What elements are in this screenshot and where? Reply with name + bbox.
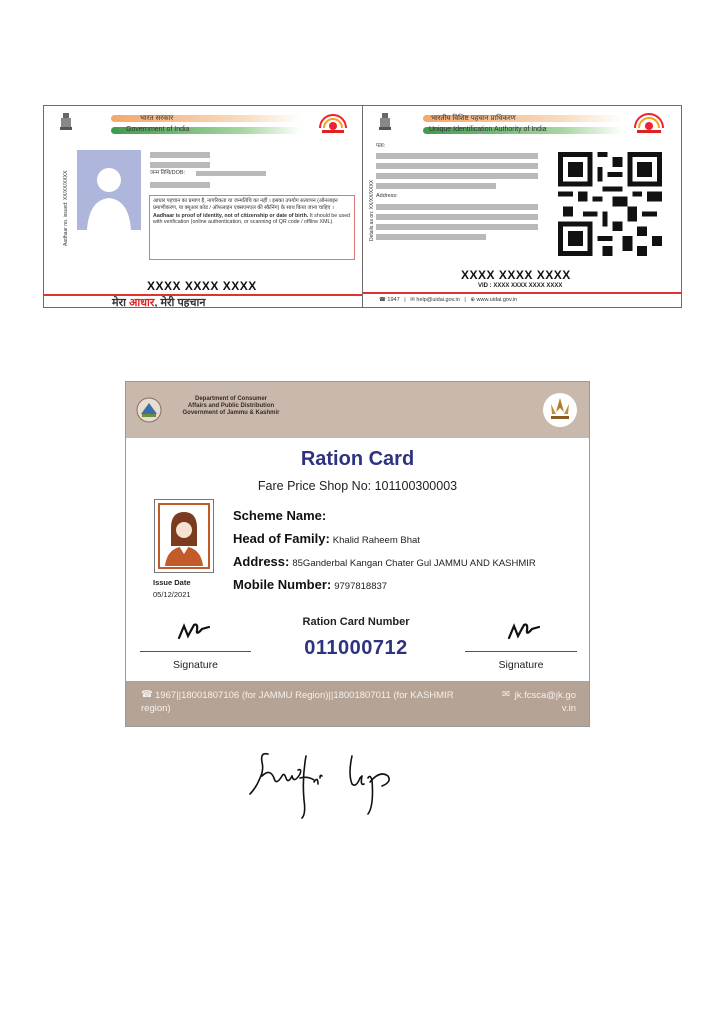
jk-logo-icon <box>542 392 578 428</box>
phone-icon: ☎ <box>141 689 153 700</box>
helpline-numbers: 1967||18001807106 (for JAMMU Region)||18001807011 (for KASHMIR region) <box>141 690 454 714</box>
phone-number: 1947 <box>387 297 400 303</box>
address-hindi-line2 <box>376 163 538 169</box>
signature-right-line <box>465 651 577 652</box>
mobile-number-value: 9797818837 <box>334 581 388 592</box>
issue-date-vertical: Aadhaar no. issued: XX/XX/XXXX <box>63 170 69 246</box>
national-emblem-icon <box>58 112 74 134</box>
address-line3 <box>376 224 538 230</box>
aadhaar-logo-icon <box>316 112 350 134</box>
english-notice <box>153 213 351 227</box>
tagline-part2: आधार <box>128 297 155 308</box>
scheme-name-label: Scheme Name: <box>233 508 327 523</box>
ration-card-header <box>126 382 589 438</box>
dob-redacted <box>196 171 266 176</box>
notice-box <box>149 195 355 260</box>
department-emblem-icon <box>136 396 162 424</box>
mobile-number <box>233 577 387 592</box>
ration-card-footer <box>126 681 589 726</box>
govt-hindi: भारत सरकार <box>140 115 174 122</box>
email-icon: ✉ <box>502 689 510 700</box>
website: www.uidai.gov.in <box>476 297 518 303</box>
dept-line3: Government of Jammu & Kashmir <box>182 410 280 416</box>
english-notice-bold: Aadhaar is proof of identity, not of citizenship or date of birth. <box>153 212 309 219</box>
dob-label: जन्म तिथि/DOB: <box>150 170 186 176</box>
address-hindi-line4 <box>376 183 496 189</box>
footer-email: jk.fcsca@jk.gov.in <box>514 690 576 714</box>
aadhaar-number-back: XXXX XXXX XXXX <box>461 268 571 282</box>
fair-price-shop-number: Fare Price Shop No: 101100300003 <box>257 479 458 493</box>
phone-icon: ☎ <box>379 297 386 303</box>
photo-placeholder <box>77 150 141 230</box>
ration-card-title: Ration Card <box>300 448 415 470</box>
address-hindi-line3 <box>376 173 538 179</box>
address <box>233 554 536 569</box>
authority-english: Unique Identification Authority of India <box>429 126 547 133</box>
vid-number: VID : XXXX XXXX XXXX XXXX <box>478 283 563 289</box>
signature-right-icon <box>506 620 542 642</box>
dept-line2: Affairs and Public Distribution <box>187 403 275 409</box>
address-line2 <box>376 214 538 220</box>
ration-card-number-value: 011000712 <box>304 637 408 659</box>
authority-hindi: भारतीय विशिष्ट पहचान प्राधिकरण <box>431 115 516 122</box>
address-value: 85Ganderbal Kangan Chater Gul JAMMU AND KASHMIR <box>292 558 536 569</box>
address-label: Address: <box>233 554 290 569</box>
dept-line1: Department of Consumer <box>194 396 267 402</box>
aadhaar-card-front <box>43 105 363 308</box>
aadhaar-card-back <box>362 105 682 308</box>
address-line4 <box>376 234 486 240</box>
name-hindi-redacted <box>150 152 210 158</box>
tagline-part3: , मेरी पहचान <box>154 297 206 308</box>
head-of-family-value: Khalid Raheem Bhat <box>332 535 420 546</box>
person-silhouette-icon <box>77 150 141 230</box>
ration-card-number-label: Ration Card Number <box>302 616 410 628</box>
issue-date-label: Issue Date <box>153 578 191 587</box>
aadhaar-number-front: XXXX XXXX XXXX <box>147 279 257 293</box>
scheme-name <box>233 508 329 523</box>
signature-left-line <box>140 651 251 652</box>
govt-english: Government of India <box>126 126 190 133</box>
head-of-family <box>233 531 420 546</box>
email-address: help@uidai.gov.in <box>416 297 460 303</box>
address-line1 <box>376 204 538 210</box>
address-label: Address: <box>376 193 398 199</box>
national-emblem-icon <box>377 112 393 134</box>
handwritten-signature-icon <box>248 748 420 824</box>
address-hindi-line1 <box>376 153 538 159</box>
member-photo <box>154 499 214 573</box>
address-hindi-label: पता: <box>376 143 386 149</box>
email-icon: ✉ <box>410 297 415 303</box>
name-english-redacted <box>150 162 210 168</box>
female-avatar-icon <box>155 500 213 572</box>
details-date-vertical: Details as on: XX/XX/XXXX <box>369 179 375 241</box>
aadhaar-logo-icon <box>631 112 667 134</box>
issue-date-value: 05/12/2021 <box>153 590 191 599</box>
qr-code-icon <box>558 152 662 256</box>
hindi-notice: आधार पहचान का प्रमाण है, नागरिकता या जन्मतिथि का नहीं । इसका उपयोग सत्यापन (ऑनलाइन प्रमाणीकरण, या क्यूआर कोड / ऑफलाइन एक्सएमएल की स्कैनिंग) के साथ किया जाना चाहिए । <box>153 198 338 211</box>
mobile-number-label: Mobile Number: <box>233 577 332 592</box>
tagline <box>112 295 205 308</box>
tagline-part1: मेरा <box>112 297 129 308</box>
signature-left-icon <box>176 620 212 642</box>
gender-redacted <box>150 182 210 188</box>
english-notice-rest: It should be used with verification (online authentication, or scanning of QR code / offline XML). <box>153 212 351 226</box>
department-name <box>166 396 296 417</box>
signature-right-label: Signature <box>498 659 544 671</box>
ration-card <box>125 381 590 727</box>
head-of-family-label: Head of Family: <box>233 531 330 546</box>
signature-left-label: Signature <box>173 659 218 671</box>
contact-footer: ☎ 1947 | ✉ help@uidai.gov.in | ⊕ www.uidai.gov.in <box>379 297 518 303</box>
red-divider <box>363 292 681 294</box>
web-icon: ⊕ <box>470 297 476 303</box>
